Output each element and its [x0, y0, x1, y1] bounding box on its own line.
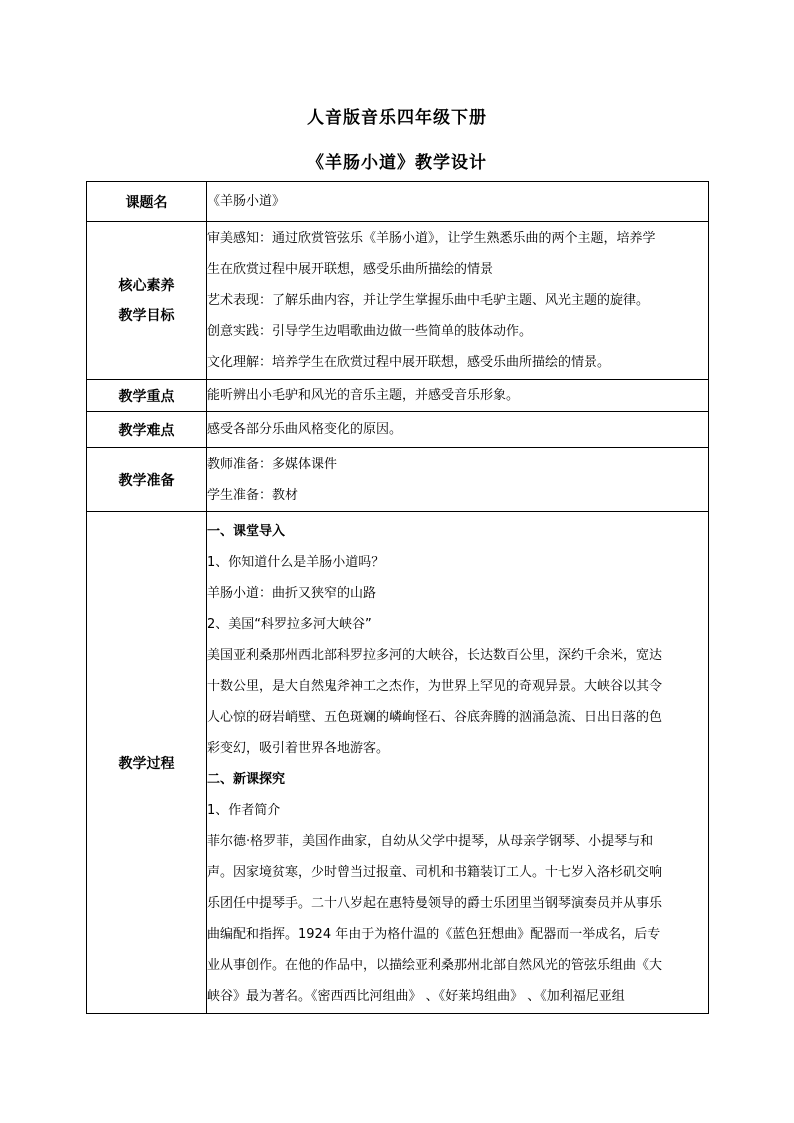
- key-points-text: 能听辨出小毛驴和风光的音乐主题，并感受音乐形象。: [207, 388, 520, 403]
- key-points-label: 教学重点: [87, 380, 207, 412]
- table-row-goals: [87, 222, 709, 380]
- goals-label-line2: 教学目标: [118, 307, 175, 324]
- canyon-text-line: 人心惊的砑岩峭壁、五色斑斓的嶙峋怪石、谷底奔腾的汹涌急流、日出日落的色: [207, 709, 663, 725]
- author-heading: 1、作者简介: [207, 802, 281, 818]
- table-row-topic: [87, 182, 709, 222]
- table-row-difficulties: [87, 412, 709, 448]
- table-row-process: [87, 512, 709, 1014]
- lesson-plan-table: [86, 181, 709, 1014]
- preparation-line: 教师准备：多媒体课件: [207, 456, 338, 472]
- author-text-line: 峡谷》最为著名。《密西西比河组曲》 、《好莱坞组曲》 、《加利福尼亚组: [207, 988, 625, 1004]
- difficulties-text: 感受各部分乐曲风格变化的原因。: [207, 422, 403, 437]
- author-text-line: 菲尔德·格罗菲，美国作曲家，自幼从父学中提琴，从母亲学钢琴、小提琴与和: [207, 833, 654, 849]
- goals-label: [87, 222, 207, 380]
- difficulties-content: [207, 412, 709, 448]
- canyon-text-line: 美国亚利桑那州西北部科罗拉多河的大峡谷，长达数百公里，深约千余米，宽达: [207, 647, 663, 663]
- goal-line: 文化理解：培养学生在欣赏过程中展开联想，感受乐曲所描绘的情景。: [207, 355, 611, 370]
- goals-content: [207, 222, 709, 380]
- question-line: 1、你知道什么是羊肠小道吗？: [207, 554, 385, 570]
- answer-line: 羊肠小道：曲折又狭窄的山路: [207, 585, 377, 601]
- topic-value-text: 《羊肠小道》: [207, 194, 286, 209]
- question-line: 2、美国“科罗拉多河大峡谷”: [207, 616, 372, 632]
- goal-line: 艺术表现：了解乐曲内容，并让学生掌握乐曲中毛驴主题、风光主题的旋律。: [207, 293, 650, 308]
- author-text-line: 曲编配和指挥。1924 年由于为格什温的《蓝色狂想曲》配器而一举成名，后专: [207, 926, 661, 942]
- preparation-label: 教学准备: [87, 448, 207, 512]
- table-row-preparation: [87, 448, 709, 512]
- table-row-key-points: [87, 380, 709, 412]
- author-text-line: 乐团任中提琴手。二十八岁起在惠特曼领导的爵士乐团里当钢琴演奏员并从事乐: [207, 895, 663, 911]
- author-text-line: 声。因家境贫寒，少时曾当过报童、司机和书籍装订工人。十七岁入洛杉矶交响: [207, 864, 663, 880]
- document-subtitle: 《羊肠小道》教学设计: [307, 153, 487, 173]
- goal-line: 生在欣赏过程中展开联想，感受乐曲所描绘的情景: [207, 262, 494, 277]
- process-label: 教学过程: [87, 512, 207, 1014]
- goal-line: 审美感知：通过欣赏管弦乐《羊肠小道》，让学生熟悉乐曲的两个主题，培养学: [207, 231, 656, 246]
- difficulties-label: 教学难点: [87, 412, 207, 448]
- key-points-content: [207, 380, 709, 412]
- goals-label-line1: 核心素养: [118, 277, 175, 294]
- goal-line: 创意实践：引导学生边唱歌曲边做一些简单的肢体动作。: [207, 324, 533, 339]
- section-heading-new-lesson: 二、新课探究: [207, 771, 286, 787]
- author-text-line: 业从事创作。在他的作品中，以描绘亚利桑那州北部自然风光的管弦乐组曲《大: [207, 957, 663, 973]
- section-heading-intro: 一、课堂导入: [207, 523, 286, 539]
- canyon-text-line: 十数公里，是大自然鬼斧神工之杰作，为世界上罕见的奇观异景。大峡谷以其令: [207, 678, 663, 694]
- document-title: 人音版音乐四年级下册: [307, 108, 487, 128]
- preparation-line: 学生准备：教材: [207, 487, 299, 503]
- topic-label: 课题名: [87, 182, 207, 222]
- canyon-text-line: 彩变幻，吸引着世界各地游客。: [207, 740, 390, 756]
- topic-value: [207, 182, 709, 222]
- preparation-content: [207, 448, 709, 512]
- process-content: [207, 512, 709, 1014]
